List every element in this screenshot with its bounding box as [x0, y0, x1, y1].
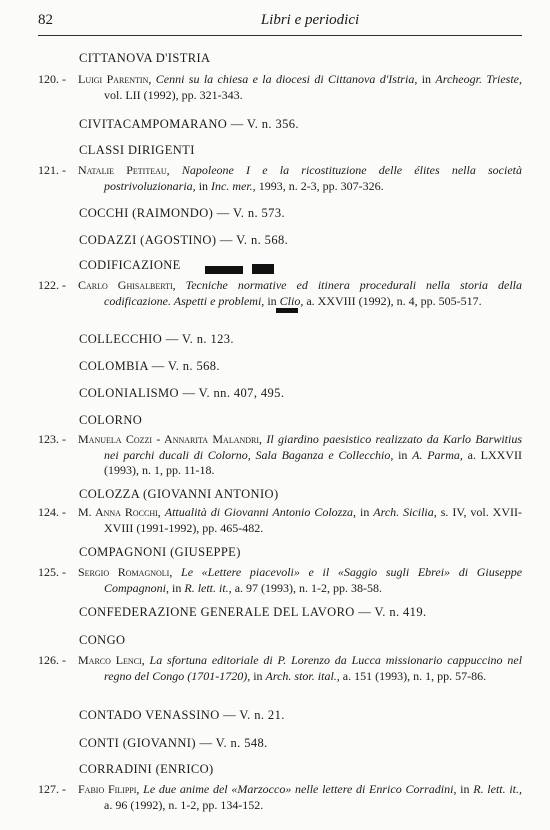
heading-colombia: COLOMBIA — V. n. 568.: [79, 359, 220, 373]
entry-in: in: [393, 447, 413, 462]
bib-entry: [38, 505, 522, 536]
ink-blot: [276, 308, 298, 313]
entry-author: Carlo Ghisalberti,: [78, 278, 176, 292]
heading-confederazione: CONFEDERAZIONE GENERALE DEL LAVORO — V. n. 419.: [79, 605, 427, 619]
running-title: Libri e periodici: [260, 12, 360, 28]
heading-cittanova: CITTANOVA D'ISTRIA: [79, 51, 211, 65]
entry-details: a. 151 (1993), n. 1, pp. 57-86.: [339, 668, 487, 683]
heading-contado-venassino: CONTADO VENASSINO — V. n. 21.: [79, 708, 285, 722]
header-rule: [38, 35, 522, 36]
heading-codificazione: CODIFICAZIONE: [79, 258, 181, 272]
entry-author: Sergio Romagnoli,: [78, 565, 173, 579]
entry-title: Le due anime del «Marzocco» nelle lettere di Enrico Corradini,: [143, 782, 457, 796]
entry-number: 126. -: [38, 653, 66, 667]
running-header: [38, 12, 522, 34]
heading-collecchio: COLLECCHIO — V. n. 123.: [79, 332, 234, 346]
entry-journal: Arch. stor. ital.,: [265, 668, 340, 683]
entry-in: in: [356, 505, 374, 519]
entry-title: Le «Lettere piacevoli» e il «Saggio sugli Ebrei» di Giuseppe Compagnoni,: [104, 565, 523, 595]
bib-entry: [38, 432, 522, 479]
entry-author: Marco Lenci,: [78, 653, 145, 667]
entry-title: Tecniche normative ed itinera procedurali nella storia della codificazione. Aspetti e problemi,: [104, 278, 523, 308]
entry-details: a. 97 (1993), n. 1-2, pp. 38-58.: [231, 580, 382, 595]
entry-details: s. IV, vol. XVII-XVIII (1991-1992), pp. 465-482.: [104, 505, 523, 535]
heading-colonialismo: COLONIALISMO — V. nn. 407, 495.: [79, 386, 285, 400]
heading-compagnoni: COMPAGNONI (GIUSEPPE): [79, 545, 241, 559]
entry-title: Attualità di Giovanni Antonio Colozza,: [164, 505, 357, 519]
entry-title: Il giardino paesistico realizzato da Karlo Barwitius nei parchi ducali di Colorno, Sala Baganza e Collecchio,: [104, 432, 523, 462]
entry-details: a. XXVIII (1992), n. 4, pp. 505-517.: [303, 293, 482, 308]
bib-entry: [38, 278, 522, 309]
entry-title: La sfortuna editoriale di P. Lorenzo da Lucca missionario cappuccino nel regno del Congo (1701-1720),: [104, 653, 523, 683]
page-number: 82: [38, 12, 53, 28]
entry-details: a. 96 (1992), n. 1-2, pp. 134-152.: [104, 797, 264, 812]
heading-civitacampomarano: CIVITACAMPOMARANO — V. n. 356.: [79, 117, 299, 131]
heading-classi-dirigenti: CLASSI DIRIGENTI: [79, 143, 195, 157]
entry-in: in: [169, 580, 185, 595]
entry-journal: R. lett. it.,: [184, 580, 232, 595]
entry-in: in: [250, 668, 266, 683]
entry-number: 125. -: [38, 565, 66, 579]
entry-author: Fabio Filippi,: [78, 782, 140, 796]
entry-number: 120. -: [38, 72, 66, 86]
entry-details: vol. LII (1992), pp. 321-343.: [104, 87, 243, 102]
heading-congo: CONGO: [79, 633, 126, 647]
bib-entry: [38, 653, 522, 684]
bib-entry: [38, 163, 522, 194]
heading-colozza: COLOZZA (GIOVANNI ANTONIO): [79, 487, 279, 501]
ink-blot: [252, 264, 274, 274]
entry-title: Cenni su la chiesa e la diocesi di Cittanova d'Istria,: [155, 72, 418, 86]
heading-codazzi: CODAZZI (AGOSTINO) — V. n. 568.: [79, 233, 289, 247]
heading-corradini: CORRADINI (ENRICO): [79, 762, 214, 776]
entry-journal: Clio,: [279, 293, 304, 308]
entry-in: in: [456, 782, 474, 796]
entry-number: 127. -: [38, 782, 66, 796]
entry-number: 122. -: [38, 278, 66, 292]
heading-conti: CONTI (GIOVANNI) — V. n. 548.: [79, 736, 268, 750]
entry-journal: Archeogr. Trieste,: [435, 72, 523, 86]
entry-author: Luigi Parentin,: [78, 72, 152, 86]
bib-entry: [38, 72, 522, 103]
entry-number: 121. -: [38, 163, 66, 177]
entry-title: Napoleone I e la ricostituzione delle élites nella società postrivoluzionaria,: [104, 163, 523, 193]
heading-cocchi: COCCHI (RAIMONDO) — V. n. 573.: [79, 206, 285, 220]
entry-journal: A. Parma,: [412, 447, 463, 462]
entry-number: 124. -: [38, 505, 66, 519]
entry-journal: R. lett. it.,: [473, 782, 523, 796]
bib-entry: [38, 565, 522, 596]
entry-journal: Arch. Sicilia,: [373, 505, 437, 519]
entry-in: in: [417, 72, 436, 86]
entry-author: M. Anna Rocchi,: [78, 505, 161, 519]
entry-journal: Inc. mer.,: [211, 178, 256, 193]
entry-in: in: [264, 293, 280, 308]
bib-entry: [38, 782, 522, 813]
entry-number: 123. -: [38, 432, 66, 446]
entry-details: 1993, n. 2-3, pp. 307-326.: [255, 178, 384, 193]
entry-author: Natalie Petiteau,: [78, 163, 170, 177]
entry-author: Manuela Cozzi - Annarita Malandri,: [78, 432, 263, 446]
heading-colorno: COLORNO: [79, 413, 143, 427]
entry-details: a. LXXVII (1993), n. 1, pp. 11-18.: [104, 447, 522, 477]
ink-blot: [205, 266, 243, 274]
entry-in: in: [195, 178, 212, 193]
